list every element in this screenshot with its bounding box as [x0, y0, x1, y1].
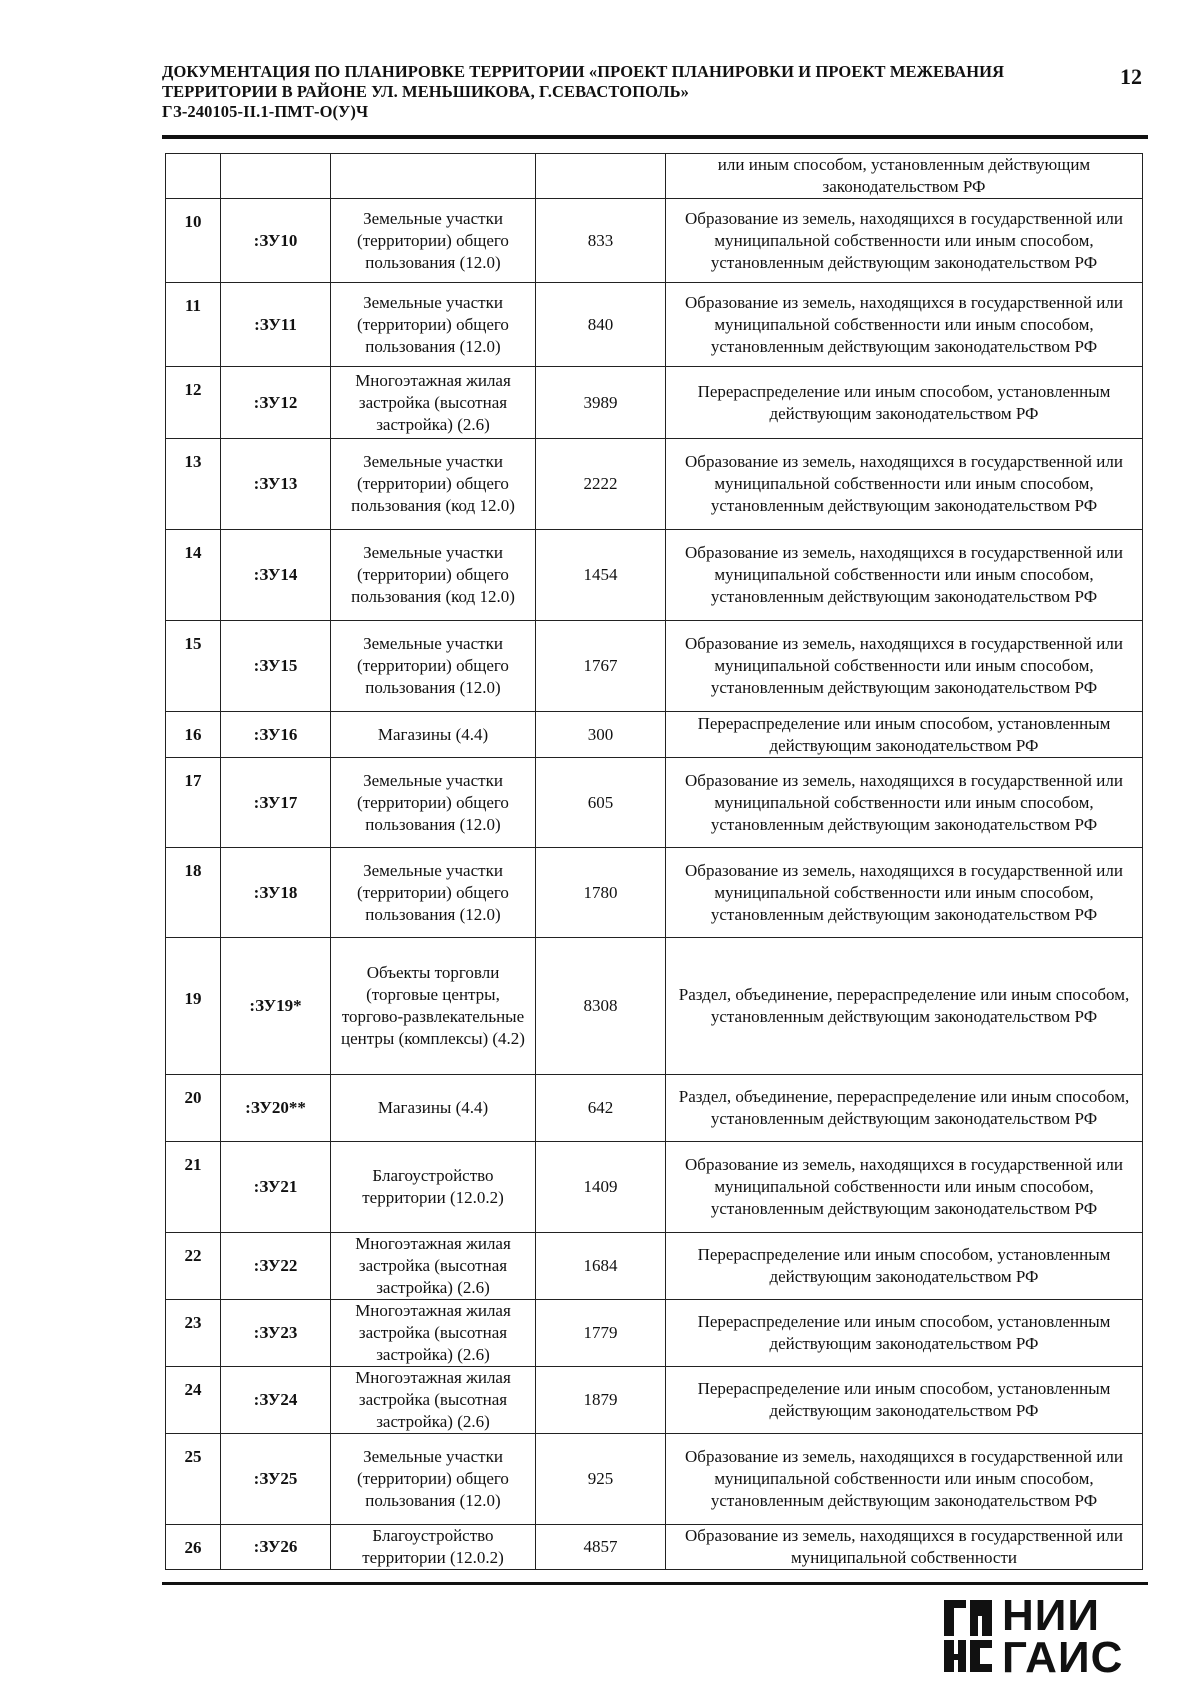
- plot-area: 833: [536, 199, 666, 283]
- plot-code: :ЗУ14: [221, 530, 331, 621]
- table-row: [166, 439, 1143, 530]
- formation-method: Образование из земель, находящихся в государственной или муниципальной собственности или иным способом, установленным действующим законодательством РФ: [666, 621, 1143, 712]
- table-row-continuation: [166, 154, 1143, 199]
- permitted-use: Многоэтажная жилая застройка (высотная застройка) (2.6): [331, 1367, 536, 1434]
- plot-area: 1779: [536, 1300, 666, 1367]
- plot-area: 2222: [536, 439, 666, 530]
- permitted-use: Многоэтажная жилая застройка (высотная застройка) (2.6): [331, 1300, 536, 1367]
- formation-method: Образование из земель, находящихся в государственной или муниципальной собственности или иным способом, установленным действующим законодательством РФ: [666, 530, 1143, 621]
- row-number: 20: [166, 1075, 221, 1142]
- row-number: 26: [166, 1525, 221, 1570]
- table-row: [166, 1525, 1143, 1570]
- method-cell: или иным способом, установленным действующим законодательством РФ: [666, 154, 1143, 199]
- logo-text-line-2: ГАИС: [1002, 1633, 1124, 1682]
- plot-area: 840: [536, 283, 666, 367]
- page-number: 12: [1120, 64, 1142, 89]
- plot-area: 1454: [536, 530, 666, 621]
- table-row: [166, 938, 1143, 1075]
- row-number: 22: [166, 1233, 221, 1300]
- plot-code: :ЗУ12: [221, 367, 331, 439]
- document-code: ГЗ-240105-II.1-ПМТ-О(У)Ч: [162, 102, 369, 121]
- plot-code: :ЗУ20**: [221, 1075, 331, 1142]
- formation-method: Образование из земель, находящихся в государственной или муниципальной собственности или иным способом, установленным действующим законодательством РФ: [666, 848, 1143, 938]
- formation-method: Образование из земель, находящихся в государственной или муниципальной собственности или иным способом, установленным действующим законодательством РФ: [666, 1142, 1143, 1233]
- table-row: [166, 283, 1143, 367]
- plot-area: 1684: [536, 1233, 666, 1300]
- land-plots-table: [165, 153, 1143, 1570]
- permitted-use: Магазины (4.4): [331, 712, 536, 758]
- permitted-use: Земельные участки (территории) общего пользования (12.0): [331, 283, 536, 367]
- table-row: [166, 530, 1143, 621]
- formation-method: Перераспределение или иным способом, установленным действующим законодательством РФ: [666, 1300, 1143, 1367]
- table-row: [166, 621, 1143, 712]
- plot-code: :ЗУ22: [221, 1233, 331, 1300]
- row-number: 10: [166, 199, 221, 283]
- plot-code: :ЗУ11: [221, 283, 331, 367]
- row-number: 18: [166, 848, 221, 938]
- logo-emblem-icon: [940, 1596, 996, 1676]
- table-row: [166, 367, 1143, 439]
- permitted-use: Благоустройство территории (12.0.2): [331, 1142, 536, 1233]
- plot-area: 1879: [536, 1367, 666, 1434]
- permitted-use: Многоэтажная жилая застройка (высотная застройка) (2.6): [331, 367, 536, 439]
- plot-area: 925: [536, 1434, 666, 1525]
- plot-code: :ЗУ17: [221, 758, 331, 848]
- plot-area: 1780: [536, 848, 666, 938]
- plot-code: :ЗУ26: [221, 1525, 331, 1570]
- row-number: 16: [166, 712, 221, 758]
- formation-method: Перераспределение или иным способом, установленным действующим законодательством РФ: [666, 712, 1143, 758]
- row-number: 23: [166, 1300, 221, 1367]
- permitted-use: Земельные участки (территории) общего пользования (12.0): [331, 848, 536, 938]
- plot-area: 1767: [536, 621, 666, 712]
- row-number: 14: [166, 530, 221, 621]
- row-number: 13: [166, 439, 221, 530]
- formation-method: Образование из земель, находящихся в государственной или муниципальной собственности или иным способом, установленным действующим законодательством РФ: [666, 283, 1143, 367]
- plot-code: :ЗУ21: [221, 1142, 331, 1233]
- row-number: 25: [166, 1434, 221, 1525]
- document-header: [162, 62, 1042, 122]
- formation-method: Образование из земель, находящихся в государственной или муниципальной собственности или иным способом, установленным действующим законодательством РФ: [666, 439, 1143, 530]
- plot-code: :ЗУ19*: [221, 938, 331, 1075]
- row-number: 21: [166, 1142, 221, 1233]
- header-title-line-1: ДОКУМЕНТАЦИЯ ПО ПЛАНИРОВКЕ ТЕРРИТОРИИ «ПРОЕКТ ПЛАНИРОВКИ И ПРОЕКТ МЕЖЕВАНИЯ: [162, 62, 1005, 81]
- formation-method: Образование из земель, находящихся в государственной или муниципальной собственности или иным способом, установленным действующим законодательством РФ: [666, 758, 1143, 848]
- table-row: [166, 758, 1143, 848]
- table-row: [166, 1300, 1143, 1367]
- plot-code: :ЗУ13: [221, 439, 331, 530]
- row-number: 17: [166, 758, 221, 848]
- permitted-use: Земельные участки (территории) общего пользования (12.0): [331, 621, 536, 712]
- table-row: [166, 1233, 1143, 1300]
- permitted-use: Магазины (4.4): [331, 1075, 536, 1142]
- row-number: 24: [166, 1367, 221, 1434]
- logo-text-line-1: НИИ: [1002, 1591, 1101, 1640]
- row-number: 19: [166, 938, 221, 1075]
- permitted-use: Благоустройство территории (12.0.2): [331, 1525, 536, 1570]
- permitted-use: Земельные участки (территории) общего пользования (код 12.0): [331, 439, 536, 530]
- permitted-use: Многоэтажная жилая застройка (высотная застройка) (2.6): [331, 1233, 536, 1300]
- header-title-line-2: ТЕРРИТОРИИ В РАЙОНЕ УЛ. МЕНЬШИКОВА, Г.СЕВАСТОПОЛЬ»: [162, 82, 689, 101]
- plot-area: 4857: [536, 1525, 666, 1570]
- footer-divider: [162, 1582, 1148, 1585]
- company-logo: [940, 1590, 1140, 1690]
- formation-method: Перераспределение или иным способом, установленным действующим законодательством РФ: [666, 367, 1143, 439]
- plot-code: :ЗУ18: [221, 848, 331, 938]
- formation-method: Образование из земель, находящихся в государственной или муниципальной собственности или иным способом, установленным действующим законодательством РФ: [666, 199, 1143, 283]
- plot-area: 1409: [536, 1142, 666, 1233]
- formation-method: Раздел, объединение, перераспределение или иным способом, установленным действующим законодательством РФ: [666, 1075, 1143, 1142]
- plot-code: :ЗУ25: [221, 1434, 331, 1525]
- table-row: [166, 1075, 1143, 1142]
- formation-method: Образование из земель, находящихся в государственной или муниципальной собственности или иным способом, установленным действующим законодательством РФ: [666, 1434, 1143, 1525]
- row-number: 15: [166, 621, 221, 712]
- row-number: 12: [166, 367, 221, 439]
- header-divider: [162, 135, 1148, 139]
- plot-area: 605: [536, 758, 666, 848]
- row-number: 11: [166, 283, 221, 367]
- formation-method: Перераспределение или иным способом, установленным действующим законодательством РФ: [666, 1367, 1143, 1434]
- table-row: [166, 1434, 1143, 1525]
- table-row: [166, 848, 1143, 938]
- plot-code: :ЗУ16: [221, 712, 331, 758]
- plot-area: 300: [536, 712, 666, 758]
- permitted-use: Объекты торговли (торговые центры, торгово-развлекательные центры (комплексы) (4.2): [331, 938, 536, 1075]
- permitted-use: Земельные участки (территории) общего пользования (12.0): [331, 758, 536, 848]
- permitted-use: Земельные участки (территории) общего пользования (12.0): [331, 1434, 536, 1525]
- permitted-use: Земельные участки (территории) общего пользования (код 12.0): [331, 530, 536, 621]
- plot-code: :ЗУ15: [221, 621, 331, 712]
- plot-code: :ЗУ23: [221, 1300, 331, 1367]
- plot-area: 8308: [536, 938, 666, 1075]
- plot-area: 642: [536, 1075, 666, 1142]
- formation-method: Раздел, объединение, перераспределение или иным способом, установленным действующим законодательством РФ: [666, 938, 1143, 1075]
- formation-method: Перераспределение или иным способом, установленным действующим законодательством РФ: [666, 1233, 1143, 1300]
- plot-code: :ЗУ24: [221, 1367, 331, 1434]
- table-row: [166, 1367, 1143, 1434]
- table-row: [166, 199, 1143, 283]
- table-row: [166, 712, 1143, 758]
- plot-area: 3989: [536, 367, 666, 439]
- permitted-use: Земельные участки (территории) общего пользования (12.0): [331, 199, 536, 283]
- formation-method: Образование из земель, находящихся в государственной или муниципальной собственности: [666, 1525, 1143, 1570]
- plot-code: :ЗУ10: [221, 199, 331, 283]
- table-row: [166, 1142, 1143, 1233]
